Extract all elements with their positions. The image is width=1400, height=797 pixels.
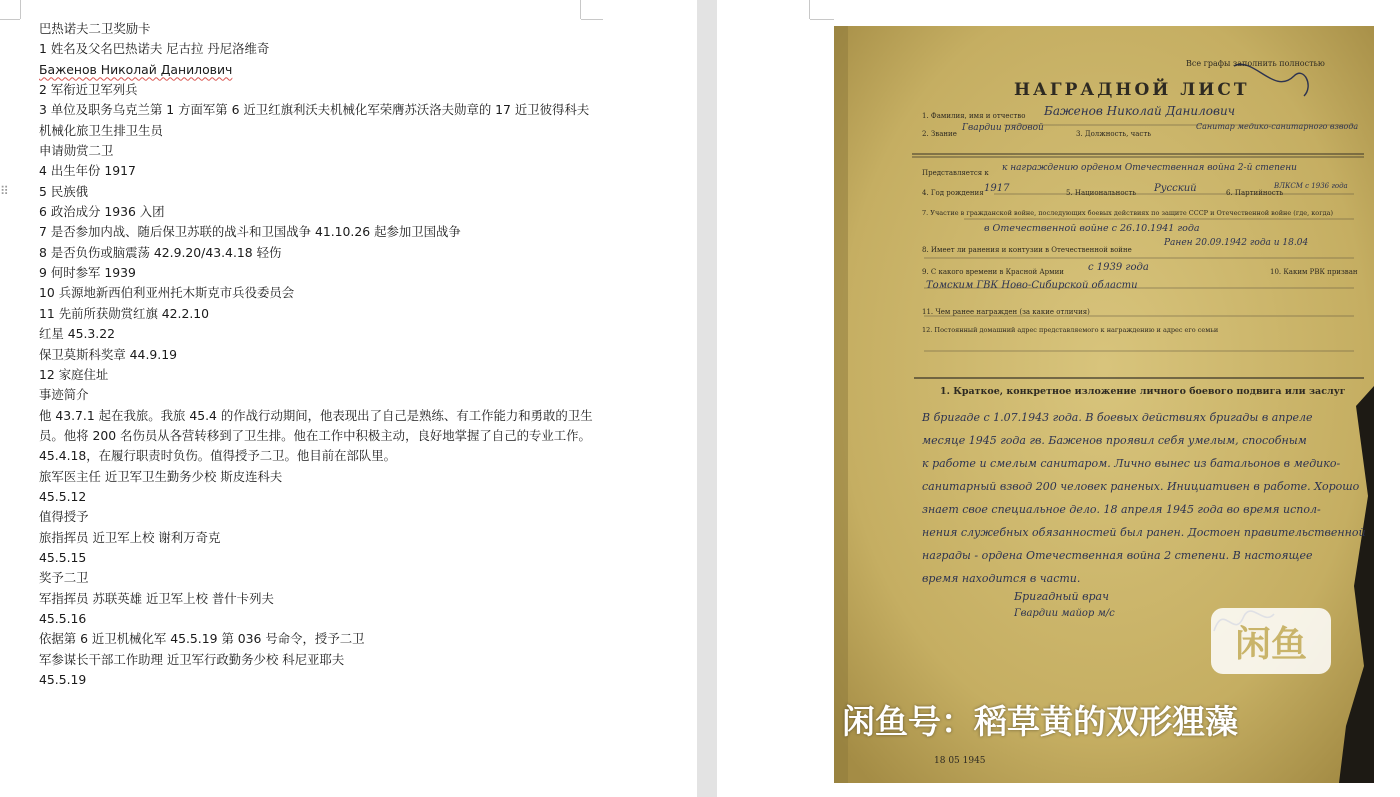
doc-line: 10 兵源地新西伯利亚州托木斯克市兵役委员会 — [39, 285, 295, 301]
crop-mark — [810, 19, 834, 20]
doc-line: 12 家庭住址 — [39, 366, 109, 382]
scanned-award-sheet-image — [834, 26, 1374, 783]
doc-line: 4 出生年份 1917 — [39, 163, 136, 179]
doc-line: 7 是否参加内战、随后保卫苏联的战斗和卫国战争 41.10.26 起参加卫国战争 — [39, 224, 461, 240]
scan-form-line: 12. Постоянный домашний адрес представляемого к награждению и адрес его семьи — [922, 326, 1219, 334]
scan-handwriting: Гвардии майор м/с — [1014, 608, 1115, 619]
doc-line: 5 民族俄 — [39, 183, 88, 199]
scan-form-line: Представляется к — [922, 169, 989, 177]
doc-line: 事迹简介 — [39, 387, 89, 403]
doc-line: 奖予二卫 — [39, 570, 89, 586]
doc-line-russian-name: Баженов Николай Данилович — [39, 61, 233, 77]
scan-form-line: 6. Партийность — [1226, 189, 1284, 197]
doc-line: 45.5.12 — [39, 488, 87, 504]
doc-line: 旅军医主任 近卫军卫生勤务少校 斯皮连科夫 — [39, 468, 283, 484]
crop-mark — [0, 19, 20, 20]
scan-handwriting: в Отечественной войне с 26.10.1941 года — [984, 223, 1200, 234]
crop-mark — [809, 0, 810, 19]
doc-line: 旅指挥员 近卫军上校 谢利万奇克 — [39, 529, 221, 545]
page-gap — [697, 0, 717, 797]
scan-handwriting: месяце 1945 года гв. Баженов проявил себя умелым, способным — [922, 434, 1307, 447]
scan-handwriting: к работе и смелым санитаром. Лично вынес из батальонов в медико- — [922, 457, 1341, 470]
scan-form-line: 2. Звание — [922, 130, 957, 138]
scan-handwriting: Баженов Николай Данилович — [1044, 104, 1236, 118]
document-text — [39, 19, 599, 690]
scan-handwriting: ВЛКСМ с 1936 года — [1274, 182, 1348, 190]
scan-form-line: 10. Каким РВК призван — [1270, 268, 1358, 276]
crop-mark — [580, 0, 581, 19]
scan-form-line: 9. С какого времени в Красной Армии — [922, 268, 1064, 276]
doc-line: 9 何时参军 1939 — [39, 265, 136, 281]
scan-handwriting: время находится в части. — [922, 572, 1081, 585]
scan-handwriting: награды - ордена Отечественная война 2 степени. В настоящее — [922, 549, 1313, 562]
xianyu-logo-icon: 闲鱼 — [1211, 608, 1331, 674]
scan-form-line: 8. Имеет ли ранения и контузии в Отечественной войне — [922, 246, 1132, 254]
scan-handwriting: В бригаде с 1.07.1943 года. В боевых действиях бригады в апреле — [922, 411, 1313, 424]
doc-paragraph: 他 43.7.1 起在我旅。我旅 45.4 的作战行动期间，他表现出了自己是熟练、有工作能力和勇敢的卫生员。他将 200 名伤员从各营转移到了卫生排。他在工作中积极主动，良好地掌握了自己的专业工作。45.4.18，在履行职责时负伤。值得授予二卫。他目前在部队里。 — [39, 407, 593, 464]
scan-handwriting: Томским ГВК Ново-Сибирской области — [926, 280, 1138, 291]
scan-title: НАГРАДНОЙ ЛИСТ — [1014, 80, 1250, 100]
scan-handwriting: 1917 — [984, 183, 1010, 194]
scan-handwriting: Бригадный врач — [1014, 590, 1109, 603]
doc-line: 3 单位及职务乌克兰第 1 方面军第 6 近卫红旗利沃夫机械化军荣膺苏沃洛夫勋章的 17 近卫彼得科夫机械化旅卫生排卫生员 — [39, 102, 590, 138]
doc-line: 红星 45.3.22 — [39, 326, 116, 342]
doc-line: 巴热诺夫二卫奖励卡 — [39, 21, 151, 36]
doc-line: 依据第 6 近卫机械化军 45.5.19 第 036 号命令，授予二卫 — [39, 631, 365, 647]
scan-form-line: 7. Участие в гражданской войне, последующих боевых действиях по защите СССР и Отечественной войне (где, когда) — [922, 209, 1334, 217]
scan-form-line: 4. Год рождения — [922, 189, 984, 197]
doc-line: 2 军衔近卫军列兵 — [39, 82, 138, 98]
doc-line: 军参谋长干部工作助理 近卫军行政勤务少校 科尼亚耶夫 — [39, 651, 345, 667]
left-document-page — [0, 0, 697, 797]
scan-form-line: 3. Должность, часть — [1076, 130, 1152, 138]
scan-bottom-mark: 18 05 1945 — [934, 756, 986, 766]
scan-header-note: Все графы заполнить полностью — [1186, 59, 1325, 68]
doc-line: 11 先前所获勋赏红旗 42.2.10 — [39, 305, 210, 321]
scan-handwriting: с 1939 года — [1088, 262, 1149, 273]
scan-section-title: 1. Краткое, конкретное изложение личного боевого подвига или заслуг — [940, 386, 1346, 397]
doc-line: 6 政治成分 1936 入团 — [39, 204, 165, 220]
scan-handwriting: к награждению орденом Отечественная война 2-й степени — [1002, 163, 1297, 173]
scan-handwriting: знает свое специальное дело. 18 апреля 1945 года во время испол- — [922, 503, 1321, 516]
scan-handwriting: Русский — [1154, 183, 1197, 194]
doc-line: 军指挥员 苏联英雄 近卫军上校 普什卡列夫 — [39, 590, 274, 606]
doc-line: 保卫莫斯科奖章 44.9.19 — [39, 346, 177, 362]
scan-form-line: 1. Фамилия, имя и отчество — [922, 112, 1026, 120]
scan-handwriting: Гвардии рядовой — [962, 123, 1044, 133]
crop-mark — [20, 0, 21, 19]
doc-line: 45.5.16 — [39, 610, 87, 626]
scan-form-line: 11. Чем ранее награжден (за какие отличия) — [922, 308, 1090, 316]
doc-line: 1 姓名及父名巴热诺夫 尼古拉 丹尼洛维奇 — [39, 41, 270, 57]
doc-line: 8 是否负伤或脑震荡 42.9.20/43.4.18 轻伤 — [39, 244, 282, 260]
scan-form-line: 5. Национальность — [1066, 189, 1137, 197]
scan-handwriting: нения служебных обязанностей был ранен. Достоен правительственной — [922, 526, 1366, 539]
doc-line: 45.5.19 — [39, 672, 87, 687]
doc-line: 申请勋赏二卫 — [39, 143, 114, 159]
scan-handwriting: Санитар медико-санитарного взвода — [1196, 122, 1359, 131]
watermark-text: 闲鱼号：稻草黄的双形狸藻 — [842, 702, 1238, 741]
scan-handwriting: санитарный взвод 200 человек раненых. Инициативен в работе. Хорошо — [922, 480, 1360, 493]
doc-line: 45.5.15 — [39, 549, 87, 565]
paragraph-handle-icon[interactable]: ⠿ — [0, 184, 9, 198]
doc-line: 值得授予 — [39, 509, 89, 525]
scan-handwriting: Ранен 20.09.1942 года и 18.04 — [1164, 238, 1309, 248]
